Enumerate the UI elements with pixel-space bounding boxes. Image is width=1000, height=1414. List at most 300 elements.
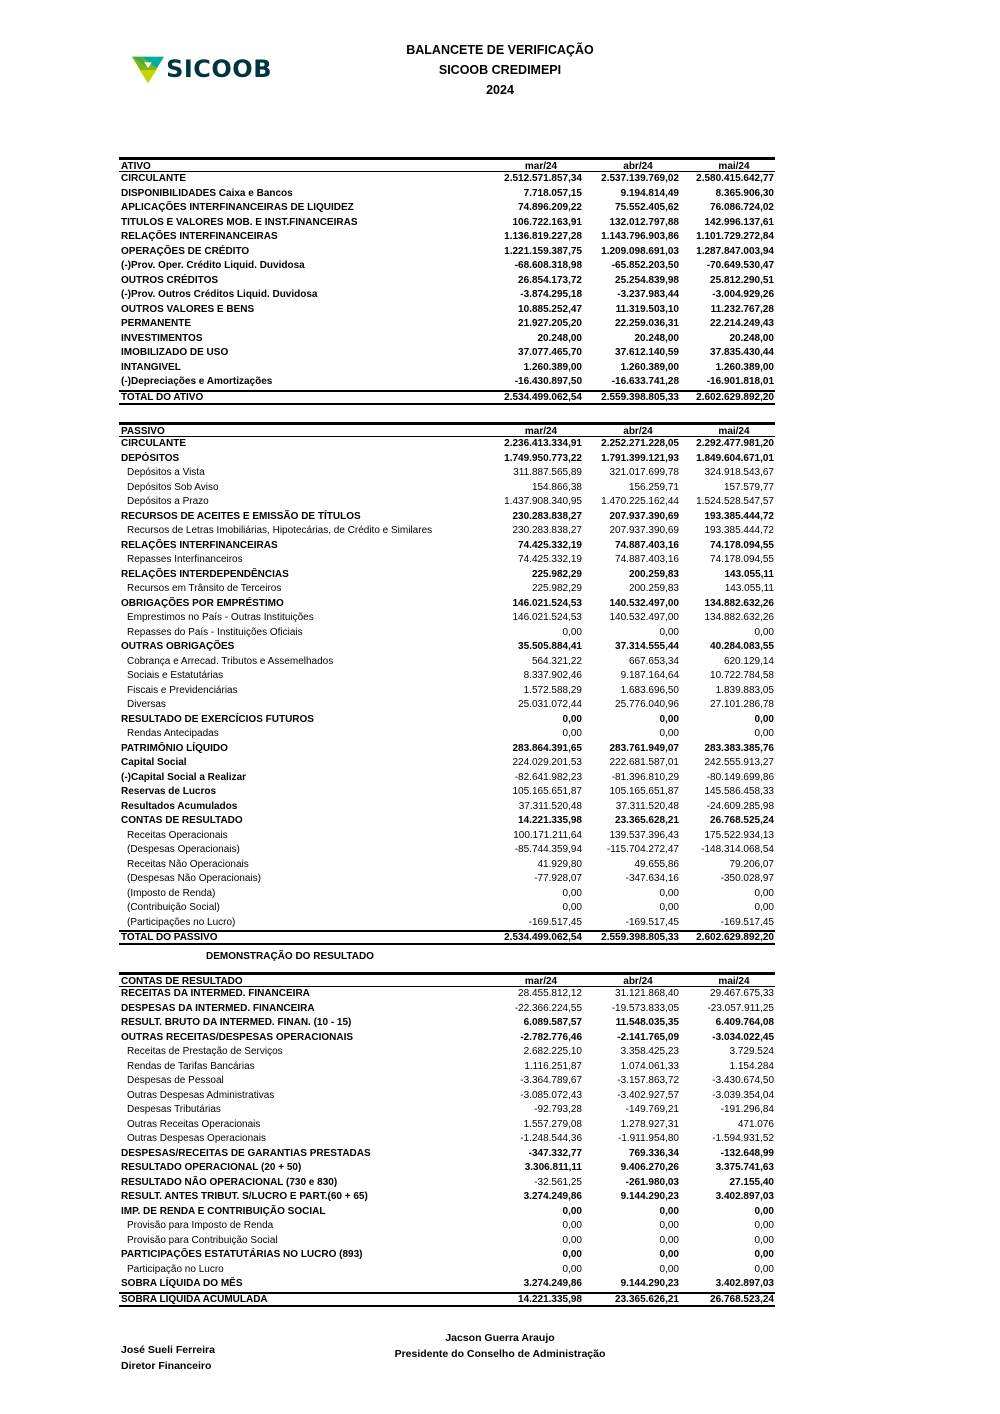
- value-col-1: 6.089.587,57: [523, 1017, 582, 1028]
- table-row: [119, 916, 775, 931]
- value-col-1: 0,00: [562, 626, 582, 638]
- value-col-3: 193.385.444,72: [704, 510, 774, 522]
- value-col-2: 74.887.403,16: [615, 554, 679, 565]
- value-col-2: 1.683.696,50: [620, 684, 679, 696]
- row-label: DEPÓSITOS: [121, 452, 180, 464]
- value-col-2: -16.633.741,28: [611, 376, 679, 387]
- table-row: [119, 539, 775, 554]
- value-col-1: 2.512.571.857,34: [504, 173, 582, 184]
- table-row: [119, 1031, 775, 1046]
- value-col-2: -261.980,03: [625, 1176, 679, 1188]
- table-row: [119, 510, 775, 525]
- table-row: [119, 597, 775, 612]
- value-col-1: 7.718.057,15: [523, 187, 582, 199]
- value-col-1: 0,00: [562, 1263, 582, 1275]
- value-col-2: 1.791.399.121,93: [601, 452, 679, 464]
- value-col-1: 106.722.163,91: [512, 216, 582, 228]
- value-col-3: 27.155,40: [729, 1176, 774, 1188]
- value-col-1: 1.116.251,87: [524, 1060, 582, 1072]
- value-col-1: 1.221.159.387,75: [504, 245, 582, 257]
- value-col-2: 0,00: [659, 626, 679, 638]
- table-header: [119, 422, 775, 437]
- value-col-1: 2.682.225,10: [523, 1046, 582, 1057]
- row-label: IMP. DE RENDA E CONTRIBUIÇÃO SOCIAL: [121, 1205, 326, 1217]
- table-row: [119, 288, 775, 303]
- row-label: RELAÇÕES INTERFINANCEIRAS: [121, 539, 278, 551]
- row-label: RESULT. ANTES TRIBUT. S/LUCRO E PART.(60 + 65): [121, 1191, 368, 1202]
- value-col-2: 0,00: [659, 728, 679, 739]
- row-label: PARTICIPAÇÕES ESTATUTÁRIAS NO LUCRO (893): [121, 1249, 363, 1260]
- title-line-3: 2024: [486, 83, 514, 97]
- row-label: Repasses do País - Instituições Oficiais: [127, 626, 303, 638]
- value-col-3: 10.722.784,58: [710, 670, 774, 681]
- table-row: [119, 524, 775, 539]
- value-col-3: 0,00: [754, 1263, 774, 1275]
- value-col-3: 0,00: [754, 1249, 774, 1260]
- value-col-2: 1.278.927,31: [620, 1118, 679, 1130]
- table-row: [119, 655, 775, 670]
- value-col-1: 25.031.072,44: [518, 699, 582, 710]
- value-col-2: 11.548.035,35: [615, 1017, 679, 1028]
- row-label: PERMANENTE: [121, 318, 192, 329]
- table-row: [119, 858, 775, 873]
- row-label: Receitas Operacionais: [127, 829, 228, 841]
- row-label: Despesas Tributárias: [127, 1104, 221, 1115]
- row-label: APLICAÇÕES INTERFINANCEIRAS DE LIQUIDEZ: [121, 202, 354, 213]
- value-col-2: 200.259,83: [628, 583, 679, 594]
- row-label: Outras Receitas Operacionais: [127, 1118, 261, 1130]
- value-col-1: 41.929,80: [537, 858, 582, 870]
- value-col-3: 143.055,11: [724, 568, 774, 580]
- value-col-1: -92.793,28: [534, 1104, 582, 1115]
- row-label: Provisão para Imposto de Renda: [127, 1220, 274, 1231]
- value-col-2: 1.260.389,00: [620, 361, 679, 373]
- value-col-2: 140.532.497,00: [609, 597, 679, 609]
- row-label: Rendas Antecipadas: [127, 728, 219, 739]
- signature-board-president: [370, 1330, 630, 1362]
- table-row: [119, 1190, 775, 1205]
- row-label: OUTRAS OBRIGAÇÕES: [121, 641, 235, 652]
- value-col-3: -3.004.929,26: [712, 289, 774, 300]
- value-col-2: -65.852.203,50: [611, 260, 679, 271]
- value-col-1: mar/24: [524, 426, 558, 437]
- value-col-3: -3.039.354,04: [712, 1089, 774, 1101]
- row-label: Recursos em Trânsito de Terceiros: [127, 583, 282, 594]
- value-col-1: 74.425.332,19: [518, 554, 582, 565]
- value-col-1: mar/24: [524, 976, 558, 987]
- row-label: Sociais e Estatutárias: [127, 670, 224, 681]
- value-col-1: -82.641.982,23: [514, 771, 582, 783]
- value-col-2: 23.365.626,21: [615, 1293, 679, 1305]
- value-col-1: -169.517,45: [528, 916, 582, 928]
- row-label: Reservas de Lucros: [121, 786, 217, 797]
- value-col-2: 222.681.587,01: [609, 757, 679, 768]
- value-col-1: 1.572.588,29: [523, 684, 582, 696]
- row-label: CONTAS DE RESULTADO: [121, 815, 243, 826]
- value-col-1: -85.744.359,94: [514, 844, 582, 855]
- value-col-2: 132.012.797,88: [609, 216, 679, 228]
- row-label: RELAÇÕES INTERDEPENDÊNCIAS: [121, 568, 289, 580]
- row-label: CIRCULANTE: [121, 438, 186, 449]
- table-row: [119, 611, 775, 626]
- table-row: [119, 1176, 775, 1191]
- row-label: SOBRA LÍQUIDA DO MÊS: [121, 1278, 243, 1289]
- signature-role: Diretor Financeiro: [121, 1360, 212, 1372]
- value-col-2: 49.655,86: [634, 858, 679, 870]
- row-label: TOTAL DO ATIVO: [121, 391, 204, 403]
- row-label: OUTRAS RECEITAS/DESPESAS OPERACIONAIS: [121, 1031, 354, 1043]
- value-col-1: 21.927.205,20: [518, 318, 582, 329]
- value-col-1: 224.029.201,53: [512, 757, 582, 768]
- table-row: [119, 1147, 775, 1162]
- value-col-3: 1.101.729.272,84: [696, 231, 774, 242]
- row-label: Recursos de Letras Imobiliárias, Hipotecárias, de Crédito e Similares: [127, 525, 433, 536]
- value-col-2: -19.573.833,05: [611, 1002, 679, 1014]
- value-col-3: -70.649.530,47: [706, 260, 774, 271]
- value-col-2: 2.559.398.805,33: [601, 391, 679, 403]
- table-row: [119, 771, 775, 786]
- value-col-1: 0,00: [562, 902, 582, 913]
- table-row: [119, 626, 775, 641]
- value-col-3: 134.882.632,26: [704, 612, 774, 623]
- value-col-1: 0,00: [562, 1249, 582, 1260]
- value-col-1: 3.274.249,86: [523, 1191, 582, 1202]
- value-col-1: -16.430.897,50: [514, 376, 582, 387]
- value-col-1: -3.874.295,18: [520, 289, 582, 300]
- document-title: [350, 40, 650, 100]
- value-col-2: 75.552.405,62: [615, 202, 679, 213]
- value-col-1: 3.306.811,11: [524, 1162, 582, 1173]
- value-col-2: 3.358.425,23: [620, 1046, 679, 1057]
- sicoob-logo-icon: [132, 54, 164, 84]
- value-col-2: 0,00: [659, 713, 679, 725]
- value-col-2: 105.165.651,87: [609, 786, 679, 797]
- table-row: [119, 987, 775, 1002]
- row-label: OUTROS VALORES E BENS: [121, 303, 255, 315]
- row-label: (-)Prov. Oper. Crédito Liquid. Duvidosa: [121, 260, 305, 271]
- table-row: [119, 829, 775, 844]
- value-col-2: -2.141.765,09: [617, 1031, 679, 1043]
- value-col-3: 242.555.913,27: [704, 757, 774, 768]
- value-col-2: 37.612.140,59: [615, 347, 679, 358]
- value-col-1: -3.364.789,67: [520, 1075, 582, 1086]
- table-row: [119, 332, 775, 347]
- value-col-1: -32.561,25: [534, 1176, 582, 1188]
- value-col-1: 28.455.812,12: [518, 988, 582, 999]
- table-row: [119, 1234, 775, 1249]
- value-col-2: 1.209.098.691,03: [601, 245, 679, 257]
- row-label: Receitas Não Operacionais: [127, 858, 249, 870]
- value-col-1: 14.221.335,98: [518, 1293, 582, 1305]
- value-col-3: 143.055,11: [724, 583, 774, 594]
- value-col-2: -149.769,21: [625, 1104, 679, 1115]
- value-col-3: -16.901.818,01: [706, 376, 774, 387]
- row-label: Depósitos a Vista: [127, 467, 205, 478]
- row-label: RESULTADO NÃO OPERACIONAL (730 e 830): [121, 1176, 338, 1188]
- row-label: Outras Despesas Administrativas: [127, 1089, 275, 1101]
- value-col-1: 20.248,00: [537, 332, 582, 344]
- value-col-2: 2.537.139.769,02: [601, 173, 679, 184]
- value-col-2: 20.248,00: [634, 332, 679, 344]
- value-col-2: 9.194.814,49: [620, 187, 679, 199]
- value-col-1: 2.534.499.062,54: [504, 391, 582, 403]
- table-row: [119, 1060, 775, 1075]
- row-label: Participação no Lucro: [127, 1263, 224, 1275]
- value-col-3: 25.812.290,51: [710, 274, 774, 286]
- value-col-3: -132.648,99: [720, 1147, 774, 1159]
- table-row: [119, 1002, 775, 1017]
- value-col-2: 207.937.390,69: [609, 525, 679, 536]
- value-col-3: 620.129,14: [723, 655, 774, 667]
- table-row: [119, 1161, 775, 1176]
- table-row: [119, 1089, 775, 1104]
- value-col-2: 0,00: [659, 1234, 679, 1246]
- value-col-1: 26.854.173,72: [518, 274, 582, 286]
- value-col-3: 26.768.523,24: [710, 1293, 774, 1305]
- value-col-1: 14.221.335,98: [518, 815, 582, 826]
- table-row: [119, 481, 775, 496]
- row-label: Provisão para Contribuição Social: [127, 1234, 278, 1246]
- row-label: ATIVO: [121, 161, 151, 171]
- value-col-1: 74.896.209,22: [518, 202, 582, 213]
- table-row: [119, 375, 775, 390]
- value-col-3: 0,00: [754, 728, 774, 739]
- value-col-3: 0,00: [754, 626, 774, 638]
- value-col-3: 175.522.934,13: [704, 829, 774, 841]
- value-col-2: abr/24: [623, 161, 653, 172]
- table-total-row: [119, 1292, 775, 1307]
- table-row: [119, 187, 775, 202]
- value-col-3: 3.729.524: [729, 1046, 774, 1057]
- value-col-2: 283.761.949,07: [609, 742, 679, 754]
- value-col-2: 9.187.164,64: [620, 670, 679, 681]
- table-row: [119, 727, 775, 742]
- value-col-2: 22.259.036,31: [615, 318, 679, 329]
- value-col-3: -3.430.674,50: [712, 1075, 774, 1086]
- row-label: DISPONIBILIDADES Caixa e Bancos: [121, 187, 293, 199]
- value-col-2: 139.537.396,43: [609, 829, 679, 841]
- value-col-1: 2.236.413.334,91: [504, 438, 582, 449]
- value-col-1: 0,00: [562, 1205, 582, 1217]
- value-col-2: 1.074.061,33: [620, 1060, 679, 1072]
- row-label: DESPESAS DA INTERMED. FINANCEIRA: [121, 1002, 315, 1014]
- table-row: [119, 1205, 775, 1220]
- table-row: [119, 698, 775, 713]
- value-col-2: -81.396.810,29: [611, 771, 679, 783]
- table-row: [119, 172, 775, 187]
- value-col-3: 1.524.528.547,57: [696, 496, 774, 507]
- value-col-2: 1.470.225.162,44: [601, 496, 679, 507]
- value-col-2: 0,00: [659, 1220, 679, 1231]
- value-col-2: 140.532.497,00: [609, 612, 679, 623]
- table-row: [119, 800, 775, 815]
- value-col-2: 25.776.040,96: [615, 699, 679, 710]
- value-col-2: 207.937.390,69: [609, 510, 679, 522]
- value-col-3: 1.287.847.003,94: [696, 245, 774, 257]
- dre-table: [119, 972, 775, 1307]
- value-col-3: 134.882.632,26: [704, 597, 774, 609]
- table-row: [119, 887, 775, 902]
- table-row: [119, 568, 775, 583]
- value-col-3: 76.086.724,02: [710, 202, 774, 213]
- value-col-1: -3.085.072,43: [520, 1089, 582, 1101]
- value-col-1: 35.505.884,41: [518, 641, 582, 652]
- title-line-1: BALANCETE DE VERIFICAÇÃO: [406, 43, 594, 57]
- value-col-3: 0,00: [754, 1205, 774, 1217]
- value-col-2: 25.254.839,98: [615, 274, 679, 286]
- row-label: INTANGIVEL: [121, 361, 181, 373]
- table-row: [119, 466, 775, 481]
- table-row: [119, 785, 775, 800]
- value-col-3: mai/24: [718, 976, 750, 987]
- logo-text: SICOOB: [166, 55, 272, 83]
- table-row: [119, 216, 775, 231]
- row-label: Depósitos a Prazo: [127, 496, 209, 507]
- table-row: [119, 495, 775, 510]
- table-row: [119, 303, 775, 318]
- value-col-2: 0,00: [659, 887, 679, 899]
- value-col-1: 283.864.391,65: [512, 742, 582, 754]
- value-col-2: -1.911.954,80: [618, 1133, 679, 1144]
- table-row: [119, 1263, 775, 1278]
- row-label: RELAÇÕES INTERFINANCEIRAS: [121, 231, 278, 242]
- table-row: [119, 201, 775, 216]
- value-col-3: 0,00: [754, 1234, 774, 1246]
- table-row: [119, 317, 775, 332]
- value-col-1: 230.283.838,27: [512, 525, 582, 536]
- table-row: [119, 245, 775, 260]
- value-col-3: 0,00: [754, 887, 774, 899]
- value-col-1: 0,00: [562, 713, 582, 725]
- value-col-2: 9.144.290,23: [620, 1191, 679, 1202]
- value-col-3: -23.057.911,25: [707, 1002, 774, 1014]
- table-row: [119, 756, 775, 771]
- value-col-2: -115.704.272,47: [606, 844, 679, 855]
- value-col-3: 8.365.906,30: [715, 187, 774, 199]
- row-label: Repasses Interfinanceiros: [127, 554, 243, 565]
- value-col-2: 0,00: [659, 1205, 679, 1217]
- value-col-3: 2.580.415.642,77: [696, 173, 774, 184]
- value-col-2: 0,00: [659, 1263, 679, 1275]
- value-col-1: 0,00: [562, 728, 582, 739]
- value-col-1: 1.749.950.773,22: [504, 452, 582, 464]
- value-col-2: 769.336,34: [628, 1147, 679, 1159]
- value-col-3: 1.839.883,05: [715, 684, 774, 696]
- row-label: Emprestimos no País - Outras Instituições: [127, 612, 314, 623]
- value-col-2: 2.559.398.805,33: [601, 932, 679, 943]
- value-col-2: 0,00: [659, 1249, 679, 1260]
- value-col-2: 37.314.555,44: [615, 641, 679, 652]
- table-row: [119, 669, 775, 684]
- value-col-3: 37.835.430,44: [710, 347, 774, 358]
- row-label: CONTAS DE RESULTADO: [121, 976, 243, 986]
- table-row: [119, 361, 775, 376]
- value-col-2: 23.365.628,21: [615, 815, 679, 826]
- value-col-1: 37.311.520,48: [518, 800, 582, 812]
- value-col-1: 154.866,38: [531, 481, 582, 493]
- value-col-1: 146.021.524,53: [512, 597, 582, 609]
- value-col-3: 3.402.897,03: [715, 1278, 774, 1289]
- value-col-3: 2.292.477.981,20: [696, 438, 774, 449]
- row-label: OBRIGAÇÕES POR EMPRÉSTIMO: [121, 597, 284, 609]
- value-col-3: 1.154.284: [729, 1060, 774, 1072]
- row-label: PASSIVO: [121, 426, 165, 436]
- row-label: Despesas de Pessoal: [127, 1075, 224, 1086]
- row-label: RESULT. BRUTO DA INTERMED. FINAN. (10 - 15): [121, 1017, 352, 1028]
- table-row: [119, 1132, 775, 1147]
- table-row: [119, 346, 775, 361]
- row-label: Resultados Acumulados: [121, 800, 238, 812]
- value-col-3: 74.178.094,55: [710, 539, 774, 551]
- table-header: [119, 157, 775, 172]
- value-col-1: 1.437.908.340,95: [504, 496, 582, 507]
- value-col-3: -191.296,84: [720, 1104, 774, 1115]
- value-col-3: 27.101.286,78: [710, 699, 774, 710]
- row-label: TOTAL DO PASSIVO: [121, 932, 218, 943]
- value-col-1: 1.557.279,08: [523, 1118, 582, 1130]
- value-col-1: 8.337.902,46: [523, 670, 582, 681]
- row-label: (-)Prov. Outros Créditos Liquid. Duvidosa: [121, 289, 318, 300]
- table-row: [119, 1219, 775, 1234]
- row-label: RECEITAS DA INTERMED. FINANCEIRA: [121, 988, 310, 999]
- value-col-3: -80.149.699,86: [706, 771, 774, 783]
- table-row: [119, 843, 775, 858]
- row-label: Fiscais e Previdenciárias: [127, 684, 238, 696]
- value-col-2: -3.157.863,72: [617, 1075, 679, 1086]
- value-col-1: -22.366.224,55: [514, 1002, 582, 1014]
- value-col-3: -24.609.285,98: [706, 800, 774, 812]
- value-col-1: -2.782.776,46: [520, 1031, 582, 1043]
- value-col-3: -350.028,97: [720, 873, 774, 884]
- row-label: DESPESAS/RECEITAS DE GARANTIAS PRESTADAS: [121, 1147, 371, 1159]
- table-row: [119, 742, 775, 757]
- sicoob-logo: [132, 52, 272, 86]
- value-col-2: -3.402.927,57: [617, 1089, 679, 1101]
- value-col-3: 1.849.604.671,01: [696, 452, 774, 464]
- value-col-1: 146.021.524,53: [512, 612, 582, 623]
- table-row: [119, 1074, 775, 1089]
- value-col-3: 193.385.444,72: [704, 525, 774, 536]
- value-col-3: 324.918.543,67: [704, 467, 774, 478]
- signature-financial-director: [121, 1342, 215, 1374]
- signature-name: José Sueli Ferreira: [121, 1344, 215, 1356]
- row-label: INVESTIMENTOS: [121, 332, 203, 344]
- value-col-3: 11.232.767,28: [710, 303, 774, 315]
- value-col-1: mar/24: [524, 161, 558, 172]
- table-row: [119, 259, 775, 274]
- value-col-3: 22.214.249,43: [710, 318, 774, 329]
- value-col-3: 29.467.675,33: [710, 988, 774, 999]
- value-col-1: 10.885.252,47: [518, 303, 582, 315]
- table-row: [119, 713, 775, 728]
- value-col-3: 6.409.764,08: [715, 1017, 774, 1028]
- table-row: [119, 1045, 775, 1060]
- table-row: [119, 1277, 775, 1292]
- value-col-3: 157.579,77: [723, 481, 774, 493]
- value-col-2: 11.319.503,10: [615, 303, 679, 315]
- value-col-2: -169.517,45: [625, 916, 679, 928]
- value-col-2: abr/24: [623, 426, 653, 437]
- row-label: Rendas de Tarifas Bancárias: [127, 1060, 255, 1072]
- value-col-3: 471.076: [737, 1118, 774, 1130]
- value-col-3: 40.284.083,55: [710, 641, 774, 652]
- value-col-3: -3.034.022,45: [712, 1031, 774, 1043]
- table-row: [119, 437, 775, 452]
- value-col-3: 2.602.629.892,20: [696, 391, 774, 403]
- value-col-2: 667.653,34: [628, 655, 679, 667]
- value-col-2: -347.634,16: [625, 873, 679, 884]
- value-col-1: 230.283.838,27: [512, 510, 582, 522]
